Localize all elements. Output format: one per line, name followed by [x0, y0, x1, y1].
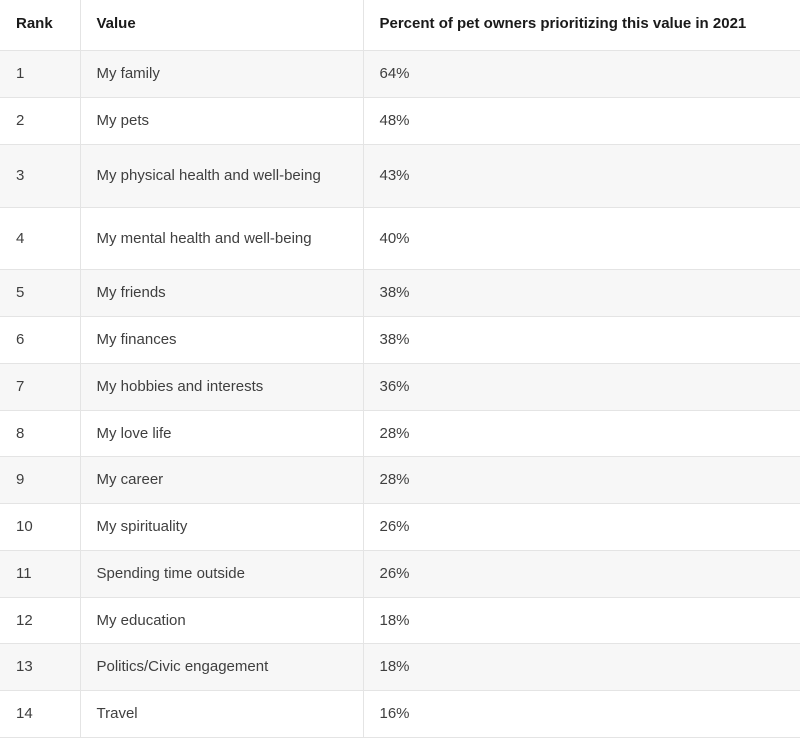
cell-percent: 40% [363, 207, 800, 270]
table-row [0, 644, 800, 691]
cell-rank: 6 [0, 317, 80, 364]
cell-value: My education [80, 597, 363, 644]
cell-value: Spending time outside [80, 550, 363, 597]
cell-value: My career [80, 457, 363, 504]
table-row [0, 317, 800, 364]
table-row [0, 363, 800, 410]
cell-rank: 5 [0, 270, 80, 317]
table-row [0, 410, 800, 457]
cell-percent: 36% [363, 363, 800, 410]
table-row [0, 51, 800, 98]
column-header-value: Value [80, 0, 363, 51]
cell-value: My friends [80, 270, 363, 317]
cell-rank: 1 [0, 51, 80, 98]
table-header-row [0, 0, 800, 51]
table-row [0, 504, 800, 551]
cell-value: My love life [80, 410, 363, 457]
cell-percent: 18% [363, 644, 800, 691]
cell-rank: 4 [0, 207, 80, 270]
table-row [0, 597, 800, 644]
cell-value: My pets [80, 98, 363, 145]
cell-percent: 43% [363, 144, 800, 207]
cell-rank: 7 [0, 363, 80, 410]
cell-percent: 28% [363, 410, 800, 457]
cell-rank: 13 [0, 644, 80, 691]
cell-value: My hobbies and interests [80, 363, 363, 410]
column-header-rank: Rank [0, 0, 80, 51]
table-row [0, 207, 800, 270]
cell-percent: 26% [363, 504, 800, 551]
cell-percent: 16% [363, 691, 800, 738]
table-row [0, 144, 800, 207]
cell-value: My family [80, 51, 363, 98]
cell-rank: 3 [0, 144, 80, 207]
cell-percent: 28% [363, 457, 800, 504]
table-row [0, 98, 800, 145]
table-row [0, 550, 800, 597]
cell-rank: 9 [0, 457, 80, 504]
cell-percent: 18% [363, 597, 800, 644]
table-body [0, 51, 800, 738]
column-header-percent: Percent of pet owners prioritizing this value in 2021 [363, 0, 800, 51]
cell-value: My mental health and well-being [80, 207, 363, 270]
cell-rank: 14 [0, 691, 80, 738]
cell-value: My spirituality [80, 504, 363, 551]
cell-rank: 12 [0, 597, 80, 644]
cell-value: My physical health and well-being [80, 144, 363, 207]
table-header [0, 0, 800, 51]
cell-percent: 38% [363, 270, 800, 317]
cell-rank: 10 [0, 504, 80, 551]
cell-rank: 11 [0, 550, 80, 597]
table-row [0, 270, 800, 317]
cell-value: My finances [80, 317, 363, 364]
table-row [0, 691, 800, 738]
cell-percent: 38% [363, 317, 800, 364]
cell-percent: 26% [363, 550, 800, 597]
cell-rank: 8 [0, 410, 80, 457]
cell-value: Travel [80, 691, 363, 738]
cell-value: Politics/Civic engagement [80, 644, 363, 691]
table-row [0, 457, 800, 504]
cell-rank: 2 [0, 98, 80, 145]
cell-percent: 64% [363, 51, 800, 98]
cell-percent: 48% [363, 98, 800, 145]
